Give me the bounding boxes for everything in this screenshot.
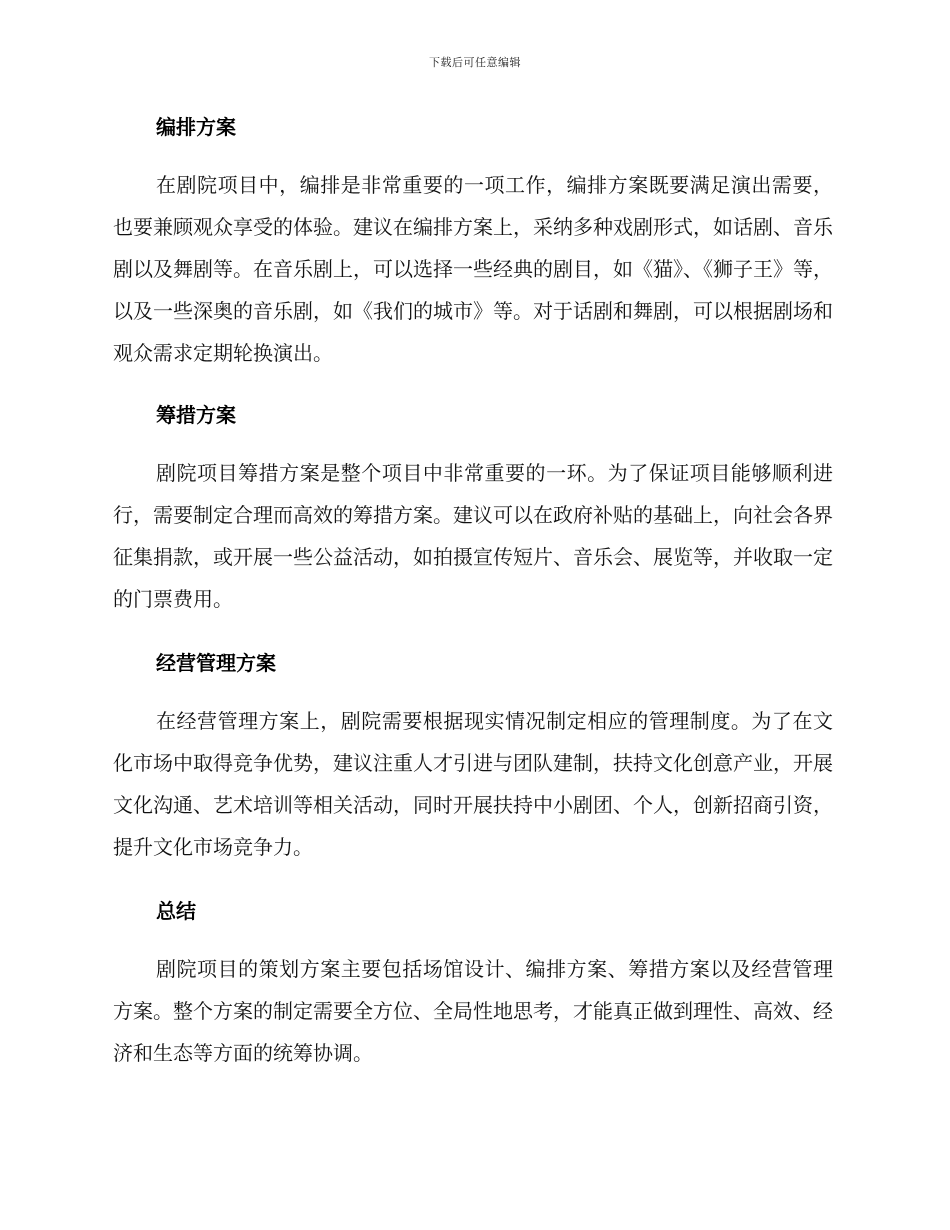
section-paragraph-fundraising: 剧院项目筹措方案是整个项目中非常重要的一环。为了保证项目能够顺利进行，需要制定合理而高效的筹措方案。建议可以在政府补贴的基础上，向社会各界征集捐款，或开展一些公益活动，如拍摄宣传短片、音乐会、展览等，并收取一定的门票费用。 (113, 461, 833, 611)
page-header: 下载后可任意编辑 (429, 56, 521, 69)
section-title-operations: 经营管理方案 (156, 651, 276, 675)
section-paragraph-summary: 剧院项目的策划方案主要包括场馆设计、编排方案、筹措方案以及经营管理方案。整个方案的制定需要全方位、全局性地思考，才能真正做到理性、高效、经济和生态等方面的统筹协调。 (113, 957, 833, 1065)
section-title-summary: 总结 (156, 899, 196, 923)
document-body (113, 112, 833, 1074)
section-paragraph-arrangement: 在剧院项目中，编排是非常重要的一项工作，编排方案既要满足演出需要，也要兼顾观众享受的体验。建议在编排方案上，采纳多种戏剧形式，如话剧、音乐剧以及舞剧等。在音乐剧上，可以选择一些经典的剧目，如《猫》、《狮子王》等，以及一些深奥的音乐剧，如《我们的城市》等。对于话剧和舞剧，可以根据剧场和观众需求定期轮换演出。 (113, 173, 833, 365)
section-paragraph-operations: 在经营管理方案上，剧院需要根据现实情况制定相应的管理制度。为了在文化市场中取得竞争优势，建议注重人才引进与团队建制，扶持文化创意产业，开展文化沟通、艺术培训等相关活动，同时开展扶持中小剧团、个人，创新招商引资，提升文化市场竞争力。 (113, 709, 833, 859)
section-title-arrangement: 编排方案 (156, 115, 236, 139)
section-title-fundraising: 筹措方案 (156, 403, 236, 427)
